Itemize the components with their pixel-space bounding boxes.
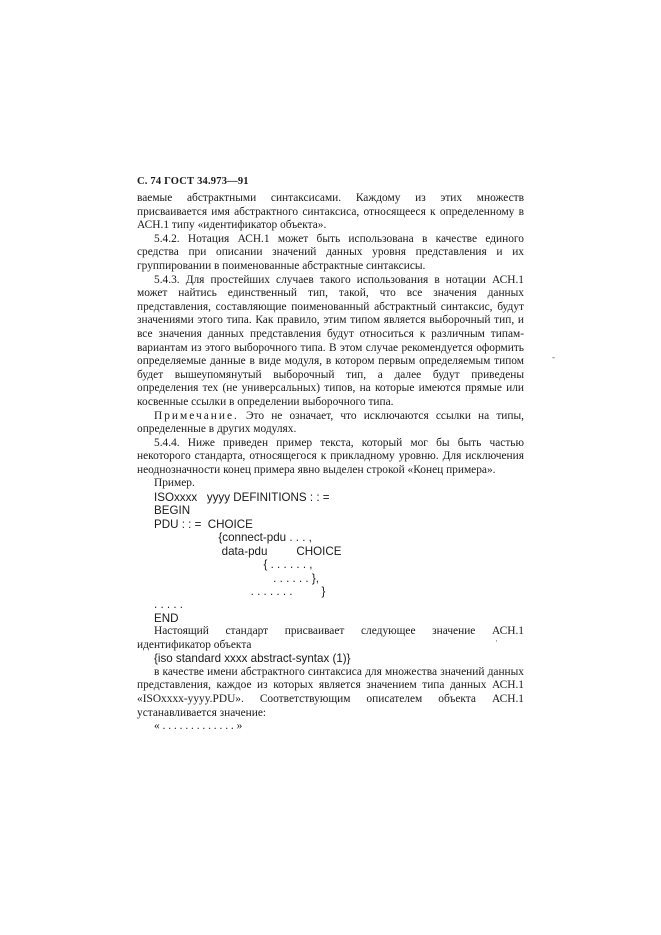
- paragraph-5-4-3: 5.4.3. Для простейших случаев такого использования в нотации АСН.1 может найтись единственный тип, такой, что все значения данных представления, составляющие поименованный абстрактный синтаксис, будут значениями этого типа. Как правило, этим типом является выборочный тип, и все значения данных представления будут относиться к различным типам-вариантам из этого выборочного типа. В этом случае рекомендуется оформить определяемые данные в виде модуля, в котором первым определяемым типом будет вышеупомянутый выборочный тип, а далее будут приведены определения тех (не универсальных) типов, на которые имеются прямые или косвенные ссылки в определении выборочного типа.: [137, 273, 524, 408]
- code-line: BEGIN: [154, 504, 191, 518]
- paragraph-5-4-4: 5.4.4. Ниже приведен пример текста, который мог бы быть частью некоторого стандарта, относящегося к прикладному уровню. Для исключения неоднозначности конец примера явно выделен строкой «Конец примера».: [137, 436, 524, 476]
- code-line: PDU : : = CHOICE: [154, 517, 253, 531]
- paragraph: Настоящий стандарт присваивает следующее значение АСН.1 идентификатор объекта: [137, 625, 524, 651]
- margin-mark: -: [552, 352, 555, 362]
- page-header: С. 74 ГОСТ 34.973—91: [137, 176, 249, 187]
- code-line: { . . . . . . ,: [154, 558, 313, 572]
- code-line: data-pdu CHOICE: [154, 544, 342, 558]
- example-label: Пример.: [154, 477, 195, 490]
- document-body: [137, 192, 524, 734]
- paragraph: ваемые абстрактными синтаксисами. Каждому из этих множеств присваивается имя абстрактного синтаксиса, относящееся к определенному в АСН.1 типу «идентификатор объекта».: [137, 192, 524, 232]
- note-text: Это не означает, что исключаются ссылки на типы, определенные в других модулях.: [137, 409, 524, 436]
- paragraph: в качестве имени абстрактного синтаксиса для множества значений данных представления, каждое из которых является значением типа данных АСН.1 «ISOxxxx-yyyy.PDU». Соответствующим описателем объекта АСН.1 устанавливается значение:: [137, 665, 524, 719]
- note-label: Примечание.: [154, 409, 239, 422]
- note: [137, 410, 524, 437]
- code-line: . . . . . . },: [154, 571, 319, 585]
- paragraph-5-4-2: 5.4.2. Нотация АСН.1 может быть использована в качестве единого средства при описании значений данных уровня представления и их группировании в поименованные абстрактные синтаксисы.: [137, 232, 524, 272]
- code-line: {connect-pdu . . . ,: [154, 531, 312, 545]
- code-line: . . . . . . . }: [154, 584, 326, 598]
- margin-dot: ·: [495, 636, 498, 646]
- descriptor-value: « . . . . . . . . . . . . . »: [154, 720, 243, 733]
- object-identifier-value: {iso standard xxxx abstract-syntax (1)}: [154, 652, 351, 666]
- code-line: . . . . .: [154, 598, 183, 612]
- code-example: [137, 491, 524, 625]
- code-line: END: [154, 611, 179, 625]
- code-line: ISOxxxx yyyy DEFINITIONS : : =: [154, 491, 330, 505]
